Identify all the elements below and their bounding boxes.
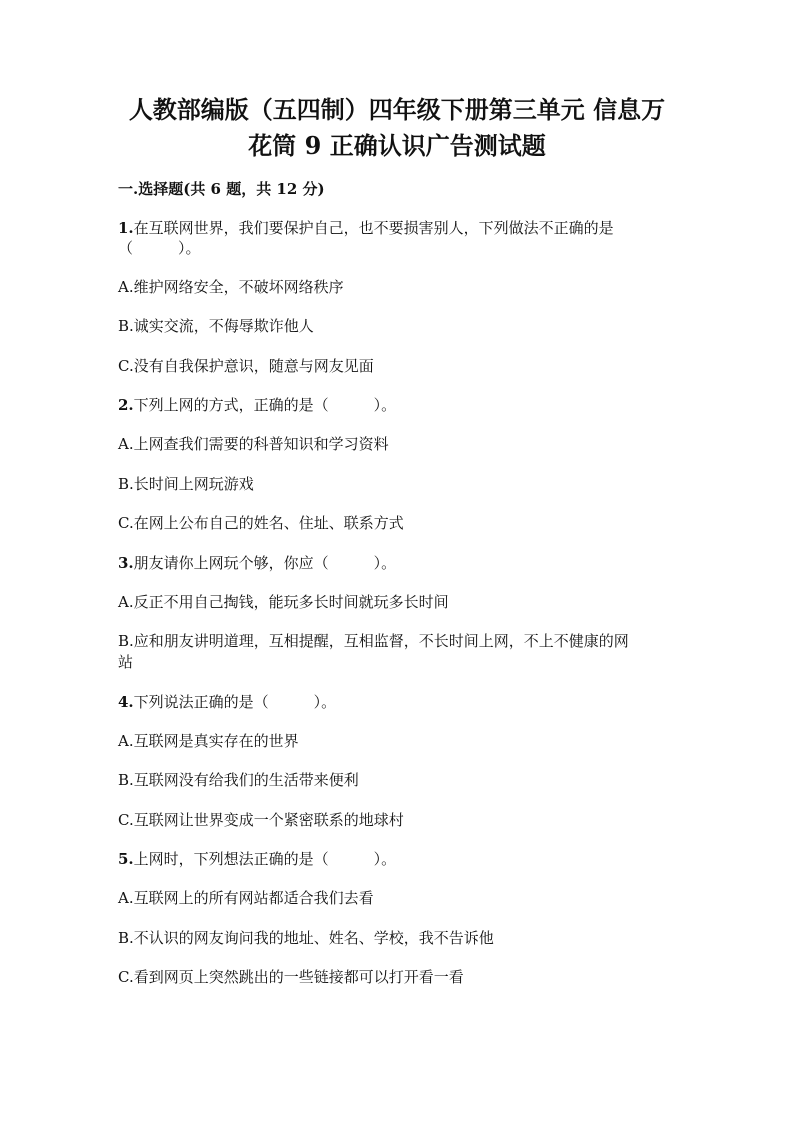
document-title [100, 92, 694, 164]
title-line-1: 人教部编版（五四制）四年级下册第三单元 信息万 [128, 95, 666, 124]
question-5 [118, 849, 396, 869]
question-3-option-b: B.应和朋友讲明道理，互相提醒，互相监督，不长时间上网，不上不健康的网 [118, 632, 629, 650]
question-4-option-b: B.互联网没有给我们的生活带来便利 [118, 771, 359, 789]
question-4-option-a: A.互联网是真实存在的世界 [118, 732, 299, 750]
question-3-option-a: A.反正不用自己掏钱，能玩多长时间就玩多长时间 [118, 593, 449, 611]
question-1-option-b: B.诚实交流，不侮辱欺诈他人 [118, 317, 314, 335]
question-5-option-c: C.看到网页上突然跳出的一些链接都可以打开看一看 [118, 968, 464, 986]
question-1 [118, 218, 614, 238]
question-4 [118, 692, 336, 712]
question-5-option-b: B.不认识的网友询问我的地址、姓名、学校，我不告诉他 [118, 929, 494, 947]
question-5-option-a: A.互联网上的所有网站都适合我们去看 [118, 889, 374, 907]
question-2-option-a: A.上网查我们需要的科普知识和学习资料 [118, 435, 389, 453]
question-text: 下列上网的方式，正确的是（ ）。 [133, 396, 397, 414]
question-1-option-a: A.维护网络安全，不破坏网络秩序 [118, 278, 344, 296]
question-2-option-b: B.长时间上网玩游戏 [118, 475, 254, 493]
question-number: 3. [118, 554, 134, 572]
question-2 [118, 395, 396, 415]
question-3 [118, 553, 396, 573]
title-line-2: 花筒 9 正确认识广告测试题 [248, 131, 546, 160]
question-1-blank-line: （ ）。 [118, 239, 201, 257]
question-2-option-c: C.在网上公布自己的姓名、住址、联系方式 [118, 514, 404, 532]
question-text: 下列说法正确的是（ ）。 [133, 693, 337, 711]
question-text: 朋友请你上网玩个够，你应（ ）。 [133, 554, 397, 572]
question-1-option-c: C.没有自我保护意识，随意与网友见面 [118, 357, 374, 375]
question-text: 在互联网世界，我们要保护自己，也不要损害别人，下列做法不正确的是 [133, 219, 614, 237]
section-heading: 一.选择题(共 6 题，共 12 分) [118, 180, 325, 198]
question-text: 上网时，下列想法正确的是（ ）。 [133, 850, 397, 868]
question-4-option-c: C.互联网让世界变成一个紧密联系的地球村 [118, 811, 404, 829]
question-3-option-b-continued: 站 [118, 653, 134, 671]
question-number: 1. [118, 219, 134, 237]
question-number: 4. [118, 693, 134, 711]
question-number: 5. [118, 850, 134, 868]
question-number: 2. [118, 396, 134, 414]
